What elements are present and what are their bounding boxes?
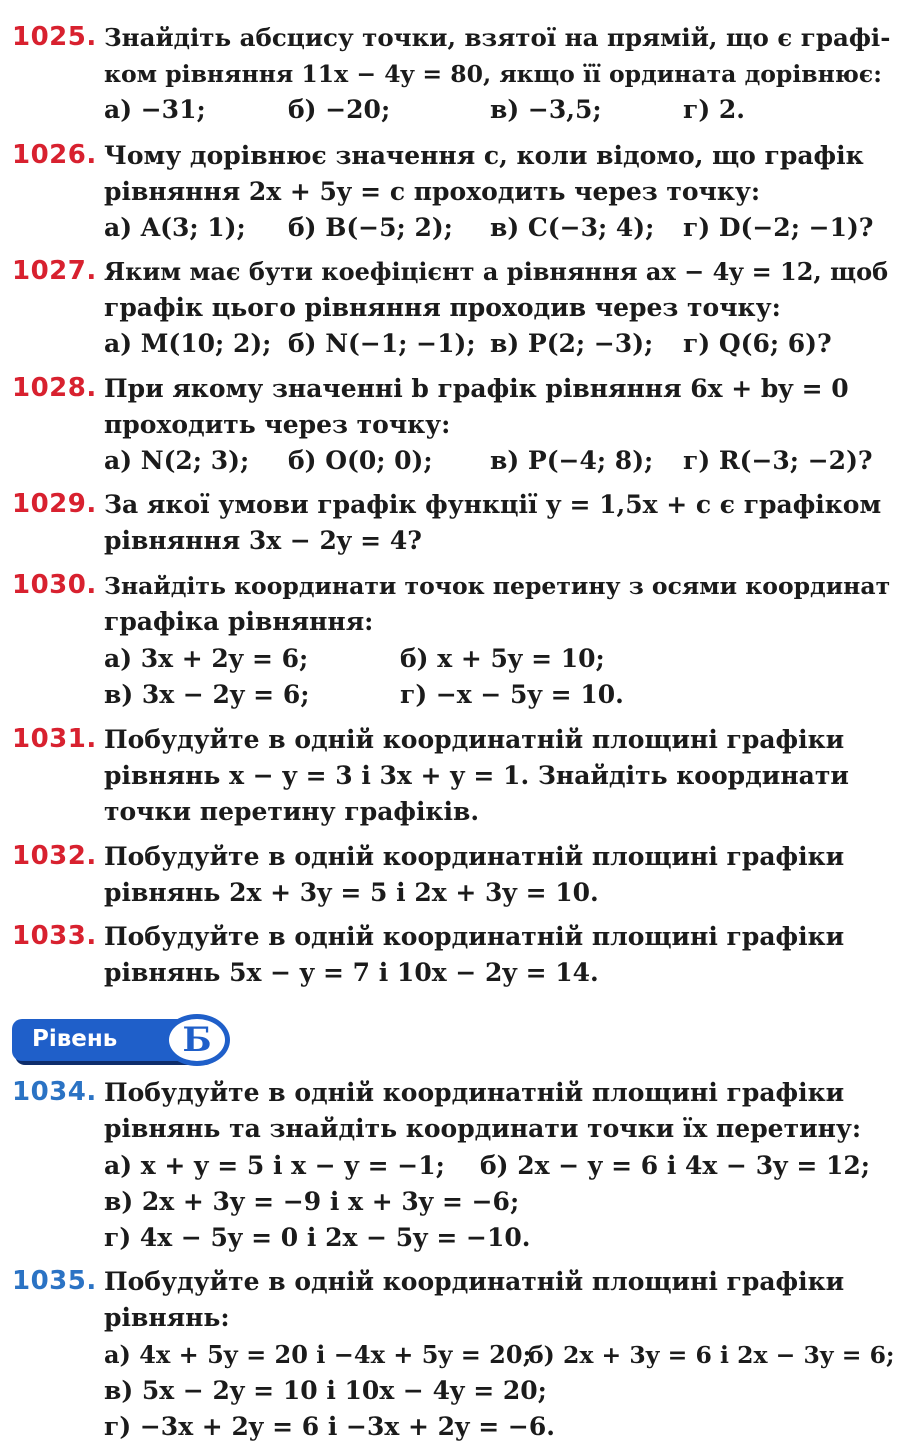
exercise-number: 1031. [12, 724, 97, 754]
exercise-text-line: Побудуйте в одній координатній площині графіки [104, 725, 845, 754]
answer-option: а) M(10; 2); [104, 329, 272, 358]
exercise-text-line: графіка рівняння: [104, 607, 374, 636]
exercise-text-line: Побудуйте в одній координатній площині графіки [104, 1267, 845, 1296]
exercise-number: 1032. [12, 841, 97, 871]
answer-option: г) D(−2; −1)? [683, 213, 874, 242]
answer-option: г) −3x + 2y = 6 і −3x + 2y = −6. [104, 1412, 555, 1441]
exercise-number: 1027. [12, 256, 97, 286]
exercise-text-line: Чому дорівнює значення c, коли відомо, що графік [104, 141, 864, 170]
exercise-text-line: рівнянь 5x − y = 7 і 10x − 2y = 14. [104, 958, 599, 987]
answer-option: б) O(0; 0); [288, 446, 433, 475]
answer-option: г) 4x − 5y = 0 і 2x − 5y = −10. [104, 1223, 531, 1252]
level-letter: Б [164, 1014, 230, 1066]
exercise-text-line: точки перетину графіків. [104, 797, 480, 826]
exercise-number: 1034. [12, 1077, 97, 1107]
answer-option: а) 4x + 5y = 20 і −4x + 5y = 20; [104, 1340, 532, 1369]
answer-option: в) C(−3; 4); [490, 213, 655, 242]
answer-option: г) −x − 5y = 10. [400, 680, 624, 709]
answer-option: в) −3,5; [490, 95, 602, 124]
exercise-text-line: Знайдіть координати точок перетину з осями координат [104, 572, 891, 600]
exercise-text-line: графік цього рівняння проходив через точку: [104, 293, 781, 322]
answer-option: б) 2x − y = 6 і 4x − 3y = 12; [480, 1151, 870, 1180]
exercise-number: 1030. [12, 570, 97, 600]
answer-option: б) x + 5y = 10; [400, 644, 605, 673]
answer-option: б) −20; [288, 95, 391, 124]
exercise-number: 1028. [12, 373, 97, 403]
exercise-text-line: Побудуйте в одній координатній площині графіки [104, 842, 845, 871]
exercise-text-line: За якої умови графік функції y = 1,5x + c є графіком [104, 490, 882, 519]
exercise-text-line: проходить через точку: [104, 410, 451, 439]
answer-option: а) x + y = 5 і x − y = −1; [104, 1151, 445, 1180]
exercise-text-line: Яким має бути коефіцієнт a рівняння ax − 4y = 12, щоб [104, 257, 889, 286]
answer-option: в) P(2; −3); [490, 329, 654, 358]
exercise-text-line: рівняння 3x − 2y = 4? [104, 526, 422, 555]
exercise-number: 1033. [12, 921, 97, 951]
exercise-text-line: Побудуйте в одній координатній площині графіки [104, 922, 845, 951]
exercise-number: 1026. [12, 140, 97, 170]
answer-option: б) N(−1; −1); [288, 329, 476, 358]
answer-option: а) 3x + 2y = 6; [104, 644, 309, 673]
exercise-number: 1025. [12, 22, 97, 52]
answer-option: а) A(3; 1); [104, 213, 246, 242]
answer-option: а) −31; [104, 95, 206, 124]
exercise-text-line: Побудуйте в одній координатній площині графіки [104, 1078, 845, 1107]
exercise-text-line: рівнянь: [104, 1303, 230, 1332]
answer-option: а) N(2; 3); [104, 446, 250, 475]
exercise-text-line: рівнянь 2x + 3y = 5 і 2x + 3y = 10. [104, 878, 599, 907]
answer-option: г) R(−3; −2)? [683, 446, 873, 475]
answer-option: г) Q(6; 6)? [683, 329, 832, 358]
answer-option: г) 2. [683, 95, 745, 124]
exercise-text-line: рівняння 2x + 5y = c проходить через точку: [104, 177, 761, 206]
exercise-number: 1035. [12, 1266, 97, 1296]
answer-option: в) 5x − 2y = 10 і 10x − 4y = 20; [104, 1376, 547, 1405]
level-label: Рівень [32, 1026, 118, 1052]
answer-option: б) 2x + 3y = 6 і 2x − 3y = 6; [528, 1341, 895, 1369]
exercise-text-line: рівнянь та знайдіть координати точки їх перетину: [104, 1114, 862, 1143]
answer-option: в) P(−4; 8); [490, 446, 654, 475]
answer-option: в) 3x − 2y = 6; [104, 680, 310, 709]
exercise-text-line: Знайдіть абсцису точки, взятої на прямій, що є графі- [104, 23, 891, 52]
exercise-text-line: рівнянь x − y = 3 і 3x + y = 1. Знайдіть координати [104, 761, 849, 790]
exercise-text-line: ком рівняння 11x − 4y = 80, якщо її ордината дорівнює: [104, 60, 882, 88]
exercise-number: 1029. [12, 489, 97, 519]
answer-option: б) B(−5; 2); [288, 213, 453, 242]
answer-option: в) 2x + 3y = −9 і x + 3y = −6; [104, 1187, 520, 1216]
level-badge [12, 1014, 246, 1064]
exercise-text-line: При якому значенні b графік рівняння 6x + by = 0 [104, 374, 849, 403]
